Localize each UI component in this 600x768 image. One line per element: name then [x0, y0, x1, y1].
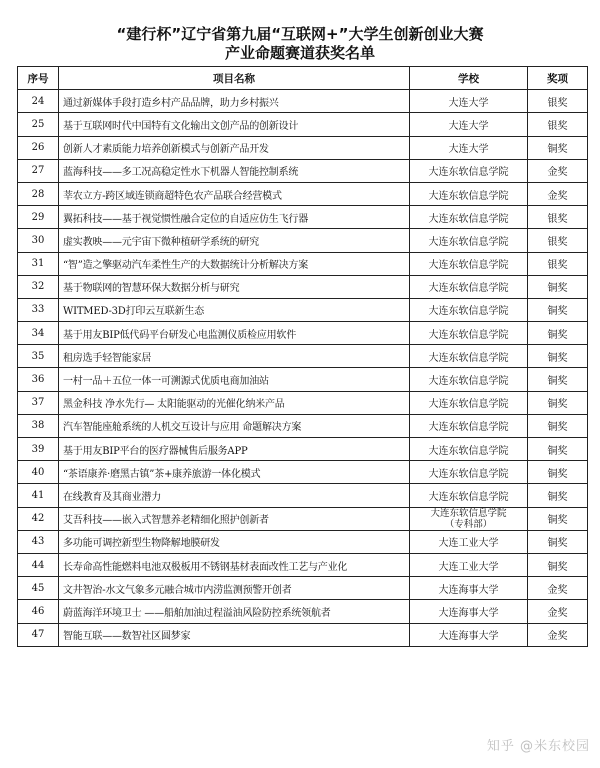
table-row [18, 553, 588, 576]
table-row [18, 461, 588, 484]
project-name: WITMED-3D打印云互联新生态 [59, 298, 410, 321]
award-level: 铜奖 [528, 461, 588, 484]
school-name: 大连东软信息学院 [410, 368, 528, 391]
header-award: 奖项 [528, 67, 588, 90]
school-name: 大连东软信息学院 [410, 322, 528, 345]
project-name: 基于用友BIP低代码平台研发心电监测仪质检应用软件 [59, 322, 410, 345]
row-number: 25 [18, 113, 59, 136]
project-name: 虚实教映——元宇宙下微种植研学系统的研究 [59, 229, 410, 252]
header-no: 序号 [18, 67, 59, 90]
title-line-2: 产业命题赛道获奖名单 [224, 44, 375, 62]
award-level: 银奖 [528, 252, 588, 275]
school-name: 大连东软信息学院 [410, 345, 528, 368]
award-level: 银奖 [528, 229, 588, 252]
table-row [18, 113, 588, 136]
table-row [18, 322, 588, 345]
row-number: 39 [18, 438, 59, 461]
row-number: 40 [18, 461, 59, 484]
row-number: 24 [18, 90, 59, 113]
document-title [0, 0, 600, 63]
award-level: 铜奖 [528, 438, 588, 461]
project-name: 在线教育及其商业潜力 [59, 484, 410, 507]
table-row [18, 275, 588, 298]
table-row [18, 414, 588, 437]
project-name: 文井智治-水文气象多元融合城市内涝监测预警开创者 [59, 577, 410, 600]
row-number: 35 [18, 345, 59, 368]
school-name: 大连海事大学 [410, 577, 528, 600]
table-row [18, 345, 588, 368]
project-name: 一村一品＋五位一体一可溯源式优质电商加油站 [59, 368, 410, 391]
table-row [18, 368, 588, 391]
award-level: 金奖 [528, 623, 588, 646]
table-row [18, 391, 588, 414]
row-number: 41 [18, 484, 59, 507]
school-name: 大连海事大学 [410, 600, 528, 623]
award-level: 铜奖 [528, 553, 588, 576]
row-number: 27 [18, 159, 59, 182]
school-name: 大连东软信息学院 [410, 182, 528, 205]
table-row [18, 252, 588, 275]
row-number: 43 [18, 530, 59, 553]
table-row [18, 438, 588, 461]
table-row [18, 484, 588, 507]
project-name: 莘农立方-跨区域连锁商超特色农产品联合经营模式 [59, 182, 410, 205]
row-number: 45 [18, 577, 59, 600]
project-name: 汽车智能座舱系统的人机交互设计与应用 命题解决方案 [59, 414, 410, 437]
school-name-sub: （专科部） [444, 518, 493, 530]
award-level: 铜奖 [528, 136, 588, 159]
table-row [18, 577, 588, 600]
school-name: 大连大学 [410, 90, 528, 113]
row-number: 47 [18, 623, 59, 646]
project-name: 长寿命高性能燃料电池双极板用不锈钢基材表面改性工艺与产业化 [59, 553, 410, 576]
school-name: 大连工业大学 [410, 553, 528, 576]
school-name: 大连东软信息学院 [410, 206, 528, 229]
award-level: 铜奖 [528, 484, 588, 507]
project-name: 艾吾科技——嵌入式智慧养老精细化照护创新者 [59, 507, 410, 530]
school-name-main: 大连东软信息学院 [430, 507, 507, 519]
row-number: 26 [18, 136, 59, 159]
project-name: 蔚蓝海洋环境卫士 ——船舶加油过程溢油风险防控系统领航者 [59, 600, 410, 623]
award-level: 银奖 [528, 90, 588, 113]
award-level: 金奖 [528, 600, 588, 623]
watermark-text: 知乎 @米东校园 [486, 739, 590, 754]
award-level: 铜奖 [528, 275, 588, 298]
table-row [18, 90, 588, 113]
school-name: 大连东软信息学院 [410, 438, 528, 461]
table-header-row [18, 67, 588, 90]
project-name: 智能互联——数智社区圆梦家 [59, 623, 410, 646]
table-row [18, 136, 588, 159]
awards-table [17, 66, 588, 647]
project-name: 翼拓科技——基于视觉惯性融合定位的自适应仿生飞行器 [59, 206, 410, 229]
project-name: 多功能可调控新型生物降解地膜研发 [59, 530, 410, 553]
row-number: 44 [18, 553, 59, 576]
row-number: 34 [18, 322, 59, 345]
table-row [18, 507, 588, 530]
project-name: 通过新媒体手段打造乡村产品品牌，助力乡村振兴 [59, 90, 410, 113]
award-level: 金奖 [528, 182, 588, 205]
school-name: 大连东软信息学院 [410, 159, 528, 182]
project-name: 黑金科技 净水先行— 太阳能驱动的光催化纳米产品 [59, 391, 410, 414]
project-name: 租房选手轻智能家居 [59, 345, 410, 368]
school-name: 大连大学 [410, 113, 528, 136]
table-row [18, 229, 588, 252]
award-level: 铜奖 [528, 530, 588, 553]
table-row [18, 530, 588, 553]
school-name: 大连大学 [410, 136, 528, 159]
school-name: 大连海事大学 [410, 623, 528, 646]
school-name: 大连东软信息学院 [410, 391, 528, 414]
header-school: 学校 [410, 67, 528, 90]
table-row [18, 623, 588, 646]
table-row [18, 600, 588, 623]
school-name: 大连东软信息学院 [410, 229, 528, 252]
school-name: 大连工业大学 [410, 530, 528, 553]
row-number: 37 [18, 391, 59, 414]
project-name: “茶语康养·磨黑古镇”茶+康养旅游一体化模式 [59, 461, 410, 484]
award-level: 金奖 [528, 577, 588, 600]
row-number: 38 [18, 414, 59, 437]
award-level: 铜奖 [528, 414, 588, 437]
school-name: 大连东软信息学院 [410, 252, 528, 275]
project-name: 创新人才素质能力培养创新模式与创新产品开发 [59, 136, 410, 159]
row-number: 46 [18, 600, 59, 623]
row-number: 36 [18, 368, 59, 391]
row-number: 31 [18, 252, 59, 275]
project-name: 基于物联网的智慧环保大数据分析与研究 [59, 275, 410, 298]
title-line-1: “建行杯”辽宁省第九届“互联网+”大学生创新创业大赛 [116, 25, 484, 43]
project-name: 蓝海科技——多工况高稳定性水下机器人智能控制系统 [59, 159, 410, 182]
school-name: 大连东软信息学院 [410, 414, 528, 437]
row-number: 28 [18, 182, 59, 205]
table-row [18, 206, 588, 229]
award-level: 铜奖 [528, 391, 588, 414]
row-number: 32 [18, 275, 59, 298]
table-row [18, 182, 588, 205]
school-name: 大连东软信息学院 [410, 484, 528, 507]
table-row [18, 159, 588, 182]
project-name: 基于用友BIP平台的医疗器械售后服务APP [59, 438, 410, 461]
school-name: 大连东软信息学院 [410, 275, 528, 298]
award-level: 铜奖 [528, 322, 588, 345]
award-level: 银奖 [528, 113, 588, 136]
award-level: 铜奖 [528, 368, 588, 391]
school-name [410, 507, 528, 530]
project-name: “智”造之擎驱动汽车柔性生产的大数据统计分析解决方案 [59, 252, 410, 275]
award-level: 铜奖 [528, 507, 588, 530]
award-level: 铜奖 [528, 298, 588, 321]
row-number: 29 [18, 206, 59, 229]
project-name: 基于互联网时代中国特有文化输出文创产品的创新设计 [59, 113, 410, 136]
school-name: 大连东软信息学院 [410, 298, 528, 321]
row-number: 30 [18, 229, 59, 252]
school-name: 大连东软信息学院 [410, 461, 528, 484]
table-row [18, 298, 588, 321]
row-number: 33 [18, 298, 59, 321]
award-level: 银奖 [528, 206, 588, 229]
award-level: 铜奖 [528, 345, 588, 368]
header-project: 项目名称 [59, 67, 410, 90]
award-level: 金奖 [528, 159, 588, 182]
row-number: 42 [18, 507, 59, 530]
